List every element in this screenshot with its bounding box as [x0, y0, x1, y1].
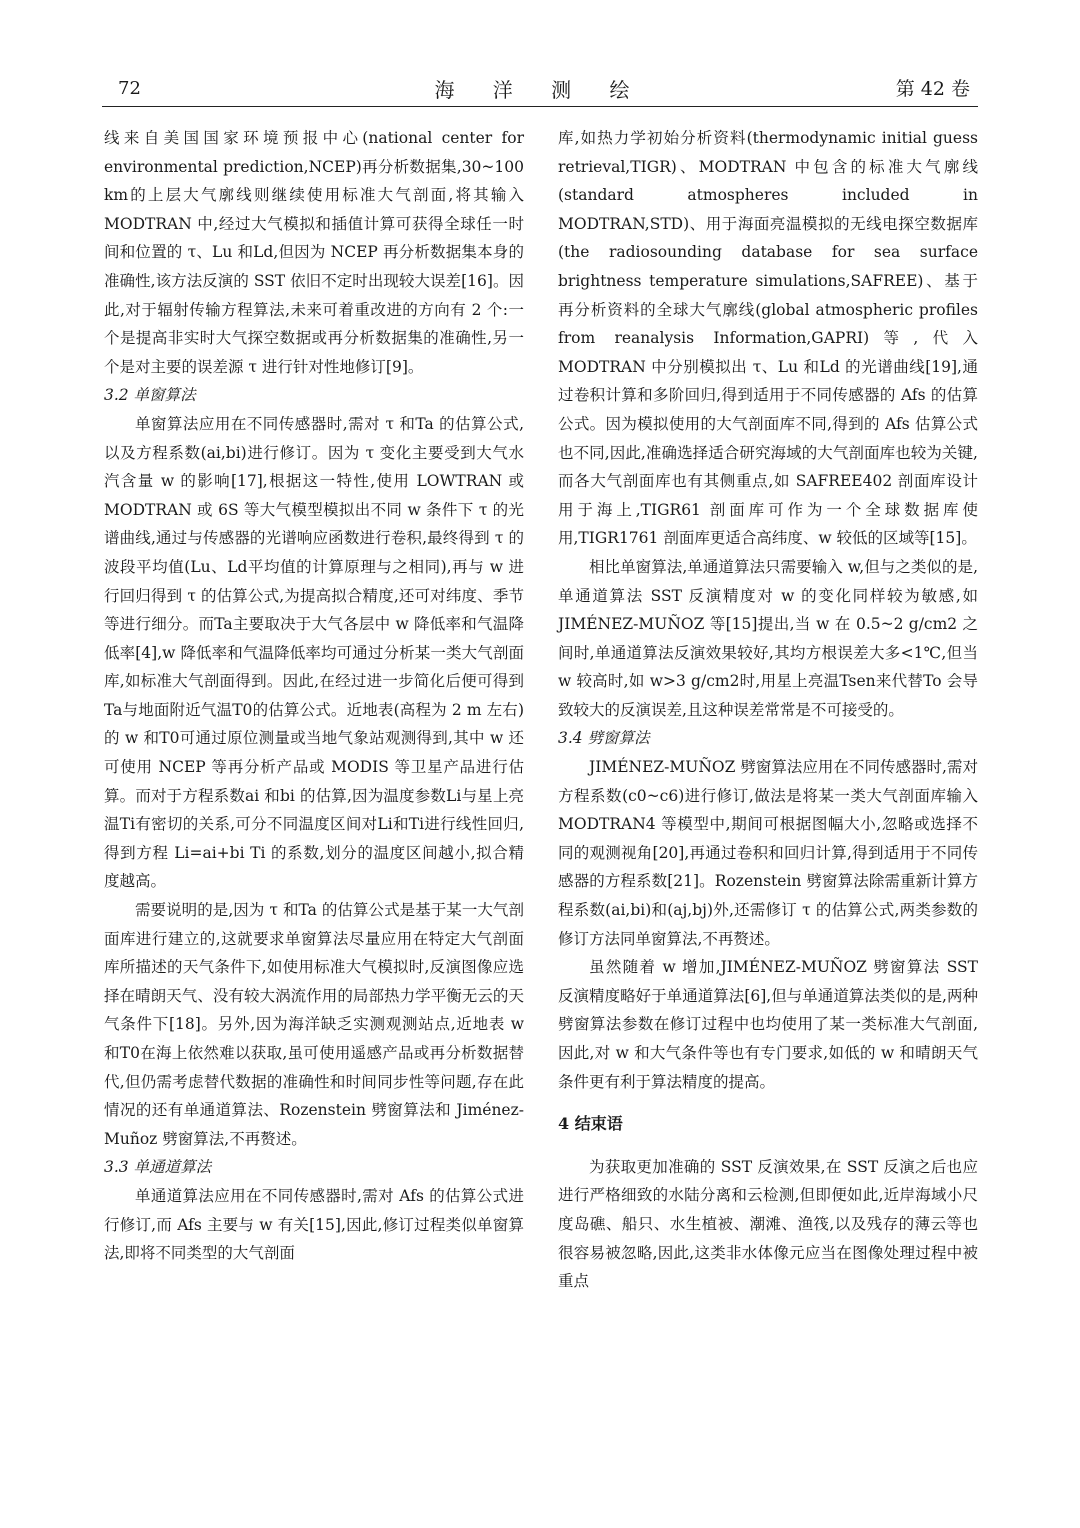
paragraph-split-window-1: JIMÉNEZ-MUÑOZ 劈窗算法应用在不同传感器时,需对方程系数(c0~c6)进行修订,做法是将某一类大气剖面库输入 MODTRAN4 等模型中,期间可根据图幅大小,忽略或选择不同的观测视角[20],再通过卷积和回归计算,得到适用于不同传感器的方程系数[21]。Rozenstein 劈窗算法除需重新计算方程系数(ai,bi)和(aj,bj)外,还需修订 τ 的估算公式,两类参数的修订方法同单窗算法,不再赘述。	[558, 758, 978, 948]
paragraph-conclusion: 为获取更加准确的 SST 反演效果,在 SST 反演之后也应进行严格细致的水陆分离和云检测,但即便如此,近岸海域小尺度岛礁、船只、水生植被、潮滩、渔筏,以及残存的薄云等也很容易被忽略,因此,这类非水体像元应当在图像处理过程中被重点	[558, 1157, 978, 1291]
right-column	[558, 124, 978, 1296]
section-heading-4: 4 结束语	[558, 1114, 623, 1134]
header-rule	[102, 106, 978, 107]
page-number: 72	[118, 78, 141, 99]
paragraph-single-window-2: 需要说明的是,因为 τ 和Ta 的估算公式是基于某一大气剖面库进行建立的,这就要求单窗算法尽量应用在特定大气剖面库所描述的天气条件下,如使用标准大气模拟时,反演图像应选择在晴朗天气、没有较大涡流作用的局部热力学平衡无云的天气条件下[18]。另外,因为海洋缺乏实测观测站点,近地表 w 和T0在海上依然难以获取,虽可使用遥感产品或再分析数据替代,但仍需考虑替代数据的准确性和时间同步性等问题,存在此情况的还有单通道算法、Rozenstein 劈窗算法和 Jiménez-Muñoz 劈窗算法,不再赘述。	[104, 901, 524, 1148]
section-heading-3-2: 3.2 单窗算法	[104, 386, 196, 405]
paragraph-single-channel-1: 单通道算法应用在不同传感器时,需对 Afs 的估算公式进行修订,而 Afs 主要与 w 有关[15],因此,修订过程类似单窗算法,即将不同类型的大气剖面	[104, 1186, 524, 1263]
volume-label: 第 42 卷	[895, 78, 970, 100]
paragraph-single-window-1: 单窗算法应用在不同传感器时,需对 τ 和Ta 的估算公式,以及方程系数(ai,bi)进行修订。因为 τ 变化主要受到大气水汽含量 w 的影响[17],根据这一特性,使用 LOWTRAN 或 MODTRAN 或 6S 等大气模型模拟出不同 w 条件下 τ 的光谱曲线,通过与传感器的光谱响应函数进行卷积,最终得到 τ 的波段平均值(Lu、Ld平均值的计算原理与之相同),再与 w 进行回归得到 τ 的估算公式,为提高拟合精度,还可对纬度、季节等进行细分。而Ta主要取决于大气各层中 w 降低率和气温降低率[4],w 降低率和气温降低率均可通过分析某一类大气剖面库,如标准大气剖面得到。因此,在经过进一步简化后便可得到Ta与地面附近气温T0的估算公式。近地表(高程为 2 m 左右)的 w 和T0可通过原位测量或当地气象站观测得到,其中 w 还可使用 NCEP 等再分析产品或 MODIS 等卫星产品进行估算。而对于方程系数ai 和bi 的估算,因为温度参数Li与星上亮温Ti有密切的关系,可分不同温度区间对Li和Ti进行线性回归,得到方程 Li=ai+bi Ti 的系数,划分的温度区间越小,拟合精度越高。	[104, 414, 524, 891]
section-heading-3-4: 3.4 劈窗算法	[558, 729, 650, 748]
paragraph-split-window-2: 虽然随着 w 增加,JIMÉNEZ-MUÑOZ 劈窗算法 SST 反演精度略好于单通道算法[6],但与单通道算法类似的是,两种劈窗算法参数在修订过程中也均使用了某一类标准大气剖面,因此,对 w 和大气条件等也有专门要求,如低的 w 和晴朗天气条件更有利于算法精度的提高。	[558, 958, 978, 1091]
paragraph-single-channel-2: 相比单窗算法,单通道算法只需要输入 w,但与之类似的是,单通道算法 SST 反演精度对 w 的变化同样较为敏感,如 JIMÉNEZ-MUÑOZ 等[15]提出,当 w 在 0.5~2 g/cm2 之间时,单通道算法反演效果较好,其均方根误差大多<1℃,但当 w 较高时,如 w>3 g/cm2时,用星上亮温Tsen来代替To 会导致较大的反演误差,且这种误差常常是不可接受的。	[558, 557, 978, 719]
paragraph-radiative-transfer-end: 线来自美国国家环境预报中心(national center for environmental prediction,NCEP)再分析数据集,30~100 km的上层大气廓线则继续使用标准大气剖面,将其输入 MODTRAN 中,经过大气模拟和插值计算可获得全球任一时间和位置的 τ、Lu 和Ld,但因为 NCEP 再分析数据集本身的准确性,该方法反演的 SST 依旧不定时出现较大误差[16]。因此,对于辐射传输方程算法,未来可着重改进的方向有 2 个:一个是提高非实时大气探空数据或再分析数据集的准确性,另一个是对主要的误差源 τ 进行针对性地修订[9]。	[104, 129, 524, 376]
page-header	[102, 72, 978, 104]
paragraph-profile-libraries: 库,如热力学初始分析资料(thermodynamic initial guess retrieval,TIGR)、MODTRAN 中包含的标准大气廓线(standard atmospheres included in MODTRAN,STD)、用于海面亮温模拟的无线电探空数据库(the radiosounding database for sea surface brightness temperature simulations,SAFREE)、基于再分析资料的全球大气廓线(global atmospheric profiles from reanalysis Information,GAPRI)等,代入 MODTRAN 中分别模拟出 τ、Lu 和Ld 的光谱曲线[19],通过卷积计算和多阶回归,得到适用于不同传感器的 Afs 的估算公式。因为模拟使用的大气剖面库不同,得到的 Afs 估算公式也不同,因此,准确选择适合研究海域的大气剖面库也较为关键,而各大气剖面库也有其侧重点,如 SAFREE402 剖面库设计用于海上,TIGR61 剖面库可作为一个全球数据库使用,TIGR1761 剖面库更适合高纬度、w 较低的区域等[15]。	[558, 129, 978, 548]
section-heading-3-3: 3.3 单通道算法	[104, 1158, 212, 1177]
journal-title: 海 洋 测 绘	[434, 78, 646, 102]
left-column	[104, 124, 524, 1268]
